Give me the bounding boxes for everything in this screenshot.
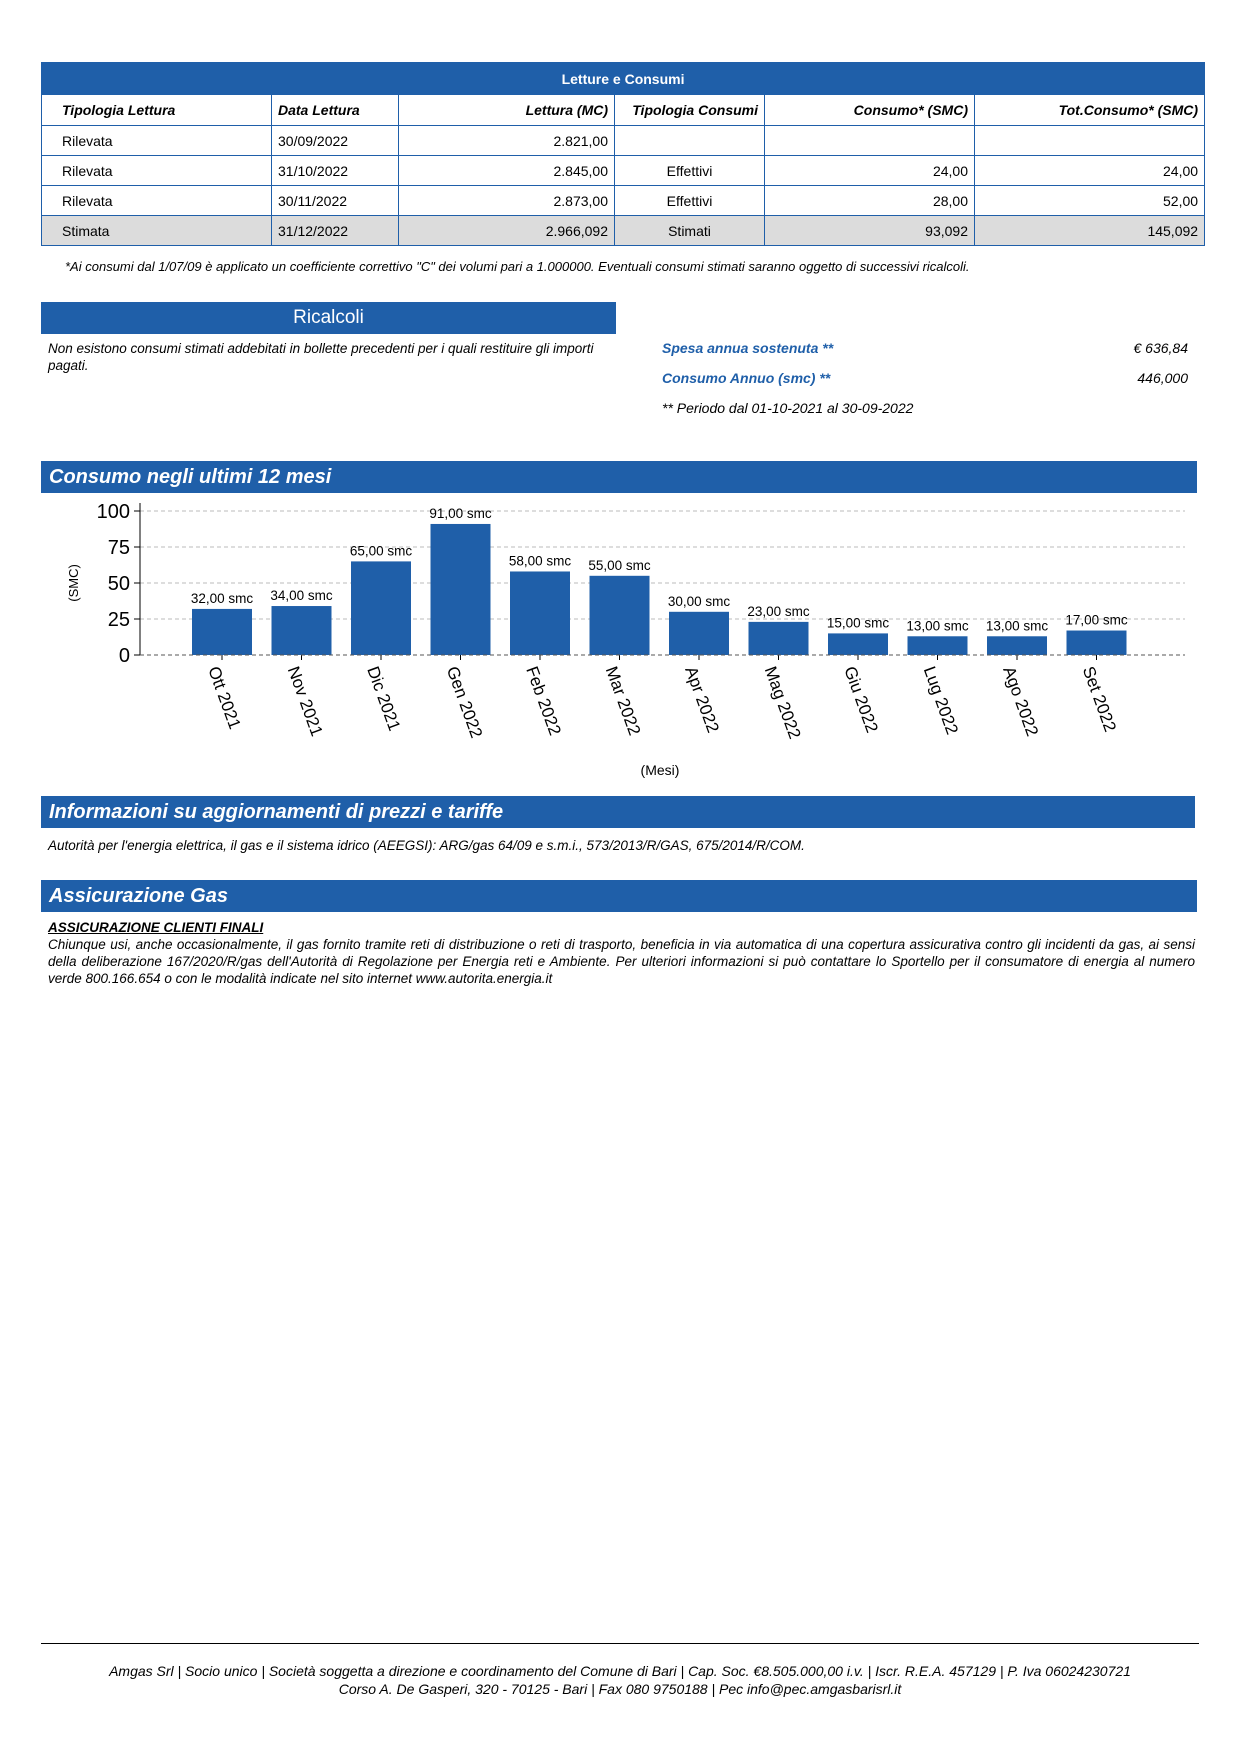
y-tick-label: 50 (107, 573, 130, 595)
table-row-estimated (42, 216, 1205, 246)
bar (510, 571, 570, 655)
bar (351, 561, 411, 655)
bar-data-label: 91,00 smc (429, 505, 492, 521)
bar-data-label: 13,00 smc (985, 618, 1049, 634)
col-header: Data Lettura (272, 95, 399, 126)
bar (590, 576, 650, 655)
bar-data-label: 65,00 smc (349, 543, 413, 559)
table-cell: 31/10/2022 (272, 156, 399, 186)
x-tick-label: Lug 2022 (919, 663, 962, 737)
prezzi-text: Autorità per l'energia elettrica, il gas e il sistema idrico (AEEGSI): ARG/gas 64/09 e s.m.i., 573/2013/R/GAS, 675/2014/R/COM. (48, 838, 805, 853)
readings-table-title: Letture e Consumi (42, 63, 1205, 95)
col-header: Consumo* (SMC) (765, 95, 975, 126)
table-cell: 24,00 (975, 156, 1205, 186)
ricalcoli-text: Non esistono consumi stimati addebitati in bollette precedenti per i quali restituire gli importi pagati. (48, 341, 594, 373)
bar-data-label: 55,00 smc (588, 557, 651, 573)
table-cell: 24,00 (765, 156, 975, 186)
y-axis-label: (SMC) (66, 564, 81, 602)
x-tick-label: Mar 2022 (601, 663, 645, 738)
col-header: Tot.Consumo* (SMC) (975, 95, 1205, 126)
x-tick-label: Nov 2021 (283, 663, 327, 739)
y-tick-label: 25 (107, 609, 130, 631)
footer-line-2: Corso A. De Gasperi, 320 - 70125 - Bari | Fax 080 9750188 | Pec info@pec.amgasbarisrl.it (338, 1681, 902, 1697)
consumption-chart (0, 493, 1240, 788)
bar (828, 633, 888, 655)
bar-data-label: 13,00 smc (906, 618, 969, 634)
table-cell: Effettivi (615, 186, 765, 216)
consumo-annuo-label: Consumo Annuo (smc) ** (662, 370, 831, 386)
table-cell: 30/11/2022 (272, 186, 399, 216)
assicurazione-text: Chiunque usi, anche occasionalmente, il gas fornito tramite reti di distribuzione o reti di trasporto, beneficia in via automatica di una copertura assicurativa contro gli incidenti da gas, ai sensi della deliberazione 167/2020/R/gas dell'Autorità di Regolazione per Energia reti e Ambiente. Per ulteriori informazioni si può contattare lo Sportello per il consumatore di energia al numero verde 800.166.654 o con le modalità indicate nel sito internet www.autorita.energia.it (48, 937, 1195, 986)
table-row (42, 126, 1205, 156)
table-header-row (42, 95, 1205, 126)
bar-data-label: 32,00 smc (190, 590, 254, 606)
table-cell (615, 126, 765, 156)
bar-data-label: 34,00 smc (270, 588, 333, 604)
table-cell: Effettivi (615, 156, 765, 186)
footer-divider (41, 1643, 1199, 1644)
consumo-annuo-value: 446,000 (1137, 370, 1188, 386)
x-tick-label: Apr 2022 (681, 663, 723, 736)
bar (272, 606, 332, 655)
spesa-annua-label: Spesa annua sostenuta ** (662, 340, 834, 356)
table-cell: 30/09/2022 (272, 126, 399, 156)
y-tick-label: 0 (118, 645, 130, 667)
table-cell: Rilevata (42, 186, 272, 216)
bar-data-label: 58,00 smc (508, 553, 572, 569)
footer-line-1: Amgas Srl | Socio unico | Società soggetta a direzione e coordinamento del Comune di Bari | Cap. Soc. €8.505.000,00 i.v. | Iscr. R.E.A. 457129 | P. Iva 06024230721 (109, 1663, 1131, 1679)
x-tick-label: Mag 2022 (760, 663, 805, 742)
spesa-annua-value: € 636,84 (1133, 340, 1188, 356)
bar-data-label: 17,00 smc (1065, 612, 1128, 628)
bar (669, 612, 729, 655)
table-cell: Rilevata (42, 156, 272, 186)
prezzi-section-title: Informazioni su aggiornamenti di prezzi e tariffe (41, 796, 1195, 828)
table-cell: 2.873,00 (399, 186, 615, 216)
consumo-section-title: Consumo negli ultimi 12 mesi (41, 461, 1197, 493)
table-row (42, 156, 1205, 186)
table-cell: 2.966,092 (399, 216, 615, 246)
x-tick-label: Ago 2022 (999, 663, 1042, 739)
bar (987, 636, 1047, 655)
table-cell: 28,00 (765, 186, 975, 216)
assicurazione-subtitle: ASSICURAZIONE CLIENTI FINALI (48, 920, 264, 935)
readings-table (41, 62, 1205, 246)
x-tick-label: Dic 2021 (363, 663, 405, 734)
table-row (42, 186, 1205, 216)
x-tick-label: Set 2022 (1078, 663, 1120, 735)
consumption-chart-svg (0, 493, 1240, 788)
x-axis-label: (Mesi) (640, 762, 680, 778)
x-tick-label: Gen 2022 (442, 663, 487, 741)
col-header: Lettura (MC) (399, 95, 615, 126)
table-cell (765, 126, 975, 156)
table-cell: Stimata (42, 216, 272, 246)
table-cell: 145,092 (975, 216, 1205, 246)
col-header: Tipologia Lettura (42, 95, 272, 126)
y-tick-label: 75 (107, 537, 130, 559)
ricalcoli-title: Ricalcoli (41, 302, 616, 334)
x-tick-label: Feb 2022 (522, 663, 565, 738)
bar (192, 609, 252, 655)
table-cell: Rilevata (42, 126, 272, 156)
bar (1067, 631, 1127, 655)
bar-data-label: 23,00 smc (747, 603, 810, 619)
table-cell: 93,092 (765, 216, 975, 246)
bar (749, 622, 809, 655)
y-tick-label: 100 (96, 501, 130, 523)
bar (908, 636, 968, 655)
col-header: Tipologia Consumi (615, 95, 765, 126)
table-cell: 31/12/2022 (272, 216, 399, 246)
readings-footnote: *Ai consumi dal 1/07/09 è applicato un coefficiente correttivo "C" dei volumi pari a 1.000000. Eventuali consumi stimati saranno oggetto di successivi ricalcoli. (65, 259, 970, 274)
table-cell: 52,00 (975, 186, 1205, 216)
x-tick-label: Ott 2021 (204, 663, 245, 732)
table-cell: 2.845,00 (399, 156, 615, 186)
x-tick-label: Giu 2022 (840, 663, 882, 736)
table-cell: 2.821,00 (399, 126, 615, 156)
bar-data-label: 30,00 smc (667, 593, 731, 609)
period-note: ** Periodo dal 01-10-2021 al 30-09-2022 (662, 400, 914, 416)
table-cell: Stimati (615, 216, 765, 246)
table-cell (975, 126, 1205, 156)
bar (431, 524, 491, 655)
assicurazione-section-title: Assicurazione Gas (41, 880, 1197, 912)
bar-data-label: 15,00 smc (826, 615, 890, 631)
